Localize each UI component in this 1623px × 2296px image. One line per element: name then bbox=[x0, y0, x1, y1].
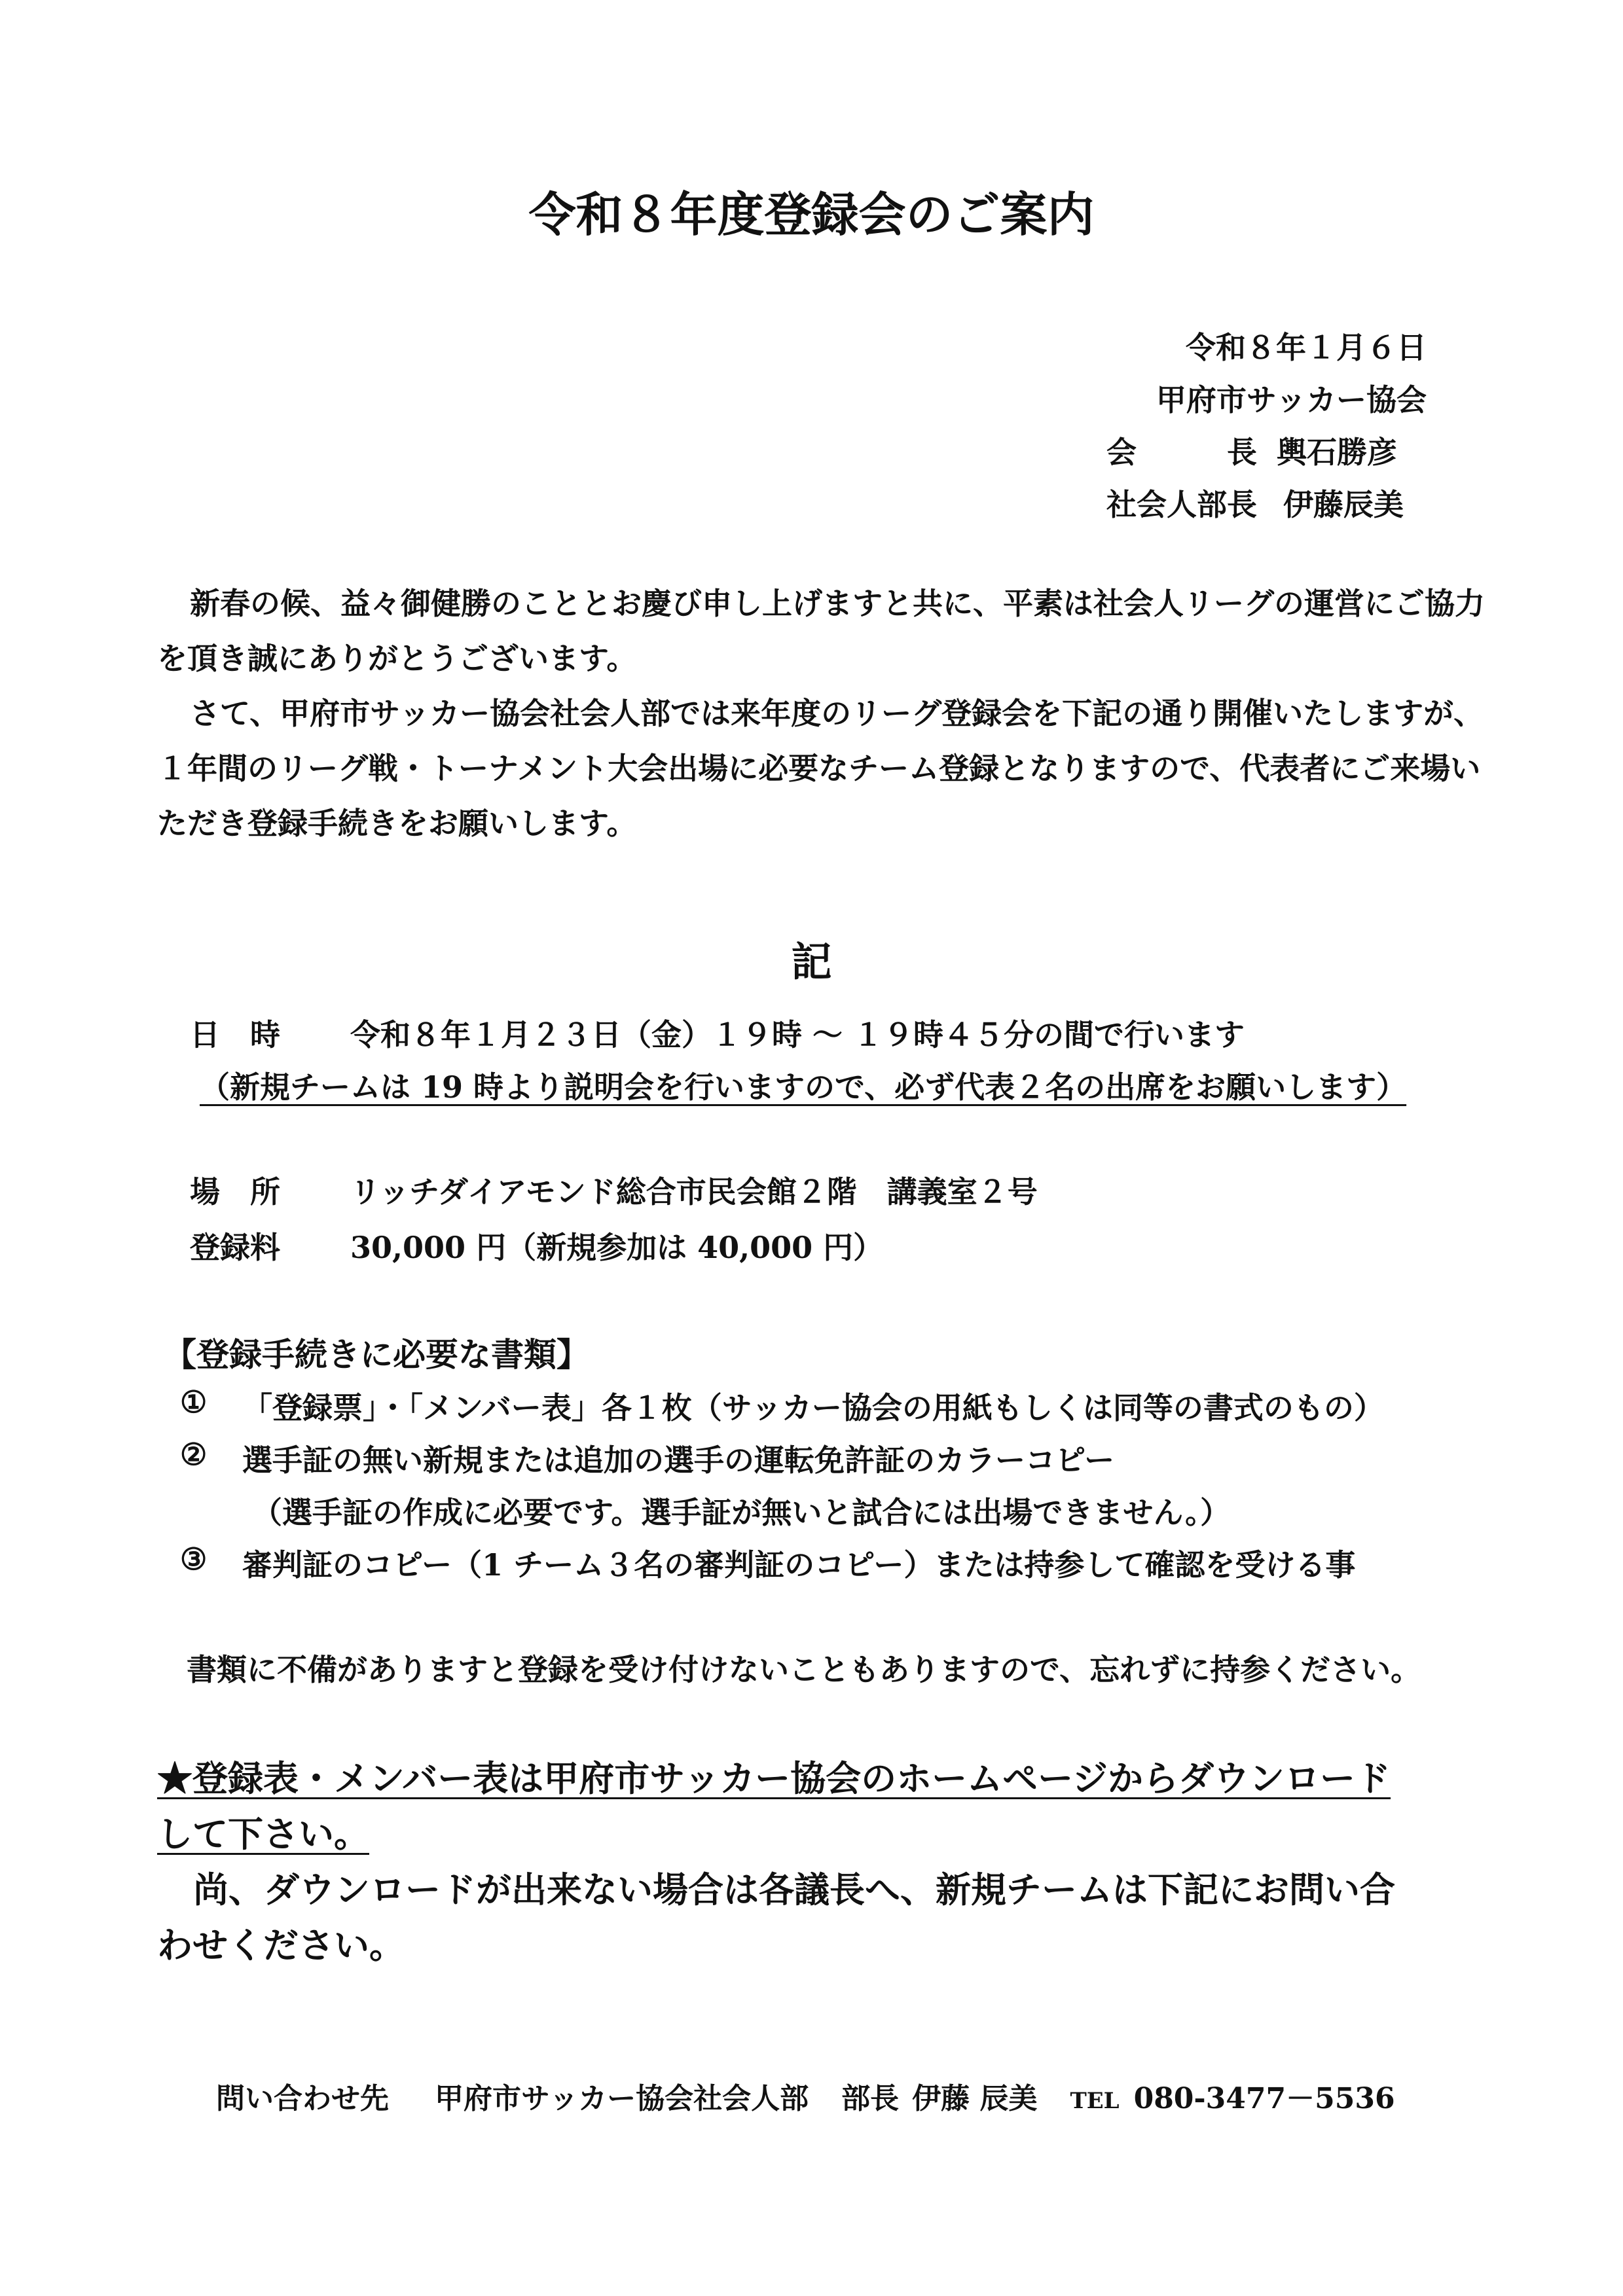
doc-item-2-text: 選手証の無い新規または追加の選手の運転免許証のカラーコピー bbox=[242, 1443, 1115, 1478]
doc-item-1-text: 「登録票」・「メンバー表」各１枚（サッカー協会の用紙もしくは同等の書式のもの） bbox=[242, 1390, 1384, 1426]
contact-label: 問い合わせ先 bbox=[216, 2082, 389, 2115]
download-notice-line2: して下さい。 bbox=[157, 1813, 369, 1855]
intro-paragraph-2: さて、甲府市サッカー協会社会人部では来年度のリーグ登録会を下記の通り開催いたしますが、１年間のリーグ戦・トーナメント大会出場に必要なチーム登録となりますので、代表者にご来場いただき登録手続きをお願いします。 bbox=[157, 696, 1484, 841]
download-notice-line1: ★登録表・メンバー表は甲府市サッカー協会のホームページからダウンロード bbox=[157, 1757, 1391, 1799]
division-head-role: 社会人部長 bbox=[1106, 487, 1257, 522]
division-head-line bbox=[1106, 481, 1404, 524]
division-head-name: 伊藤辰美 bbox=[1283, 487, 1404, 522]
contact-role: 部長 bbox=[841, 2082, 900, 2115]
org-name: 甲府市サッカー協会 bbox=[1156, 382, 1427, 418]
issue-date: 令和８年１月６日 bbox=[1186, 330, 1427, 365]
president-line bbox=[1106, 429, 1397, 472]
intro-text bbox=[157, 576, 1506, 851]
doc-item-3-text: 審判証のコピー（1 チーム３名の審判証のコピー）または持参して確認を受ける事 bbox=[242, 1547, 1356, 1583]
datetime-note: （新規チームは 19 時より説明会を行いますので、必ず代表２名の出席をお願いします） bbox=[200, 1069, 1407, 1105]
contact-org: 甲府市サッカー協会社会人部 bbox=[435, 2082, 809, 2115]
contact-tel: 080-3477－5536 bbox=[1133, 2082, 1395, 2115]
intro-paragraph-1: 新春の候、益々御健勝のこととお慶び申し上げますと共に、平素は社会人リーグの運営にご協力を頂き誠にありがとうございます。 bbox=[157, 586, 1485, 676]
documents-warning: 書類に不備がありますと登録を受け付けないこともありますので、忘れずに持参ください。 bbox=[187, 1652, 1421, 1687]
download-notice-line4: わせください。 bbox=[157, 1924, 405, 1966]
contact-name: 伊藤 辰美 bbox=[912, 2082, 1038, 2115]
ki-heading: 記 bbox=[791, 938, 832, 986]
download-notice-line3: 尚、ダウンロードが出来ない場合は各議長へ、新規チームは下記にお問い合 bbox=[193, 1869, 1395, 1910]
datetime-label: 日 時 bbox=[190, 1017, 280, 1052]
datetime-value: 令和８年１月２３日（金）１９時 ～ １９時４５分の間で行います bbox=[350, 1017, 1245, 1052]
doc-item-2-note: （選手証の作成に必要です。選手証が無いと試合には出場できません。） bbox=[252, 1495, 1231, 1530]
page-title: 令和８年度登録会のご案内 bbox=[528, 187, 1095, 242]
place-label: 場 所 bbox=[190, 1174, 280, 1210]
fee-label: 登録料 bbox=[190, 1230, 280, 1265]
president-name: 輿石勝彦 bbox=[1277, 435, 1397, 470]
place-value: リッチダイアモンド総合市民会館２階 講義室２号 bbox=[350, 1174, 1038, 1210]
doc-item-1-num: ① bbox=[180, 1384, 208, 1420]
contact-line bbox=[216, 2075, 1395, 2117]
tel-label: TEL bbox=[1070, 2088, 1120, 2114]
documents-heading: 【登録手続きに必要な書類】 bbox=[164, 1335, 589, 1374]
president-role: 会 長 bbox=[1106, 435, 1257, 470]
doc-item-2-num: ② bbox=[180, 1437, 208, 1472]
doc-item-3-num: ③ bbox=[180, 1541, 208, 1577]
fee-value: 30,000 円（新規参加は 40,000 円） bbox=[350, 1230, 884, 1265]
